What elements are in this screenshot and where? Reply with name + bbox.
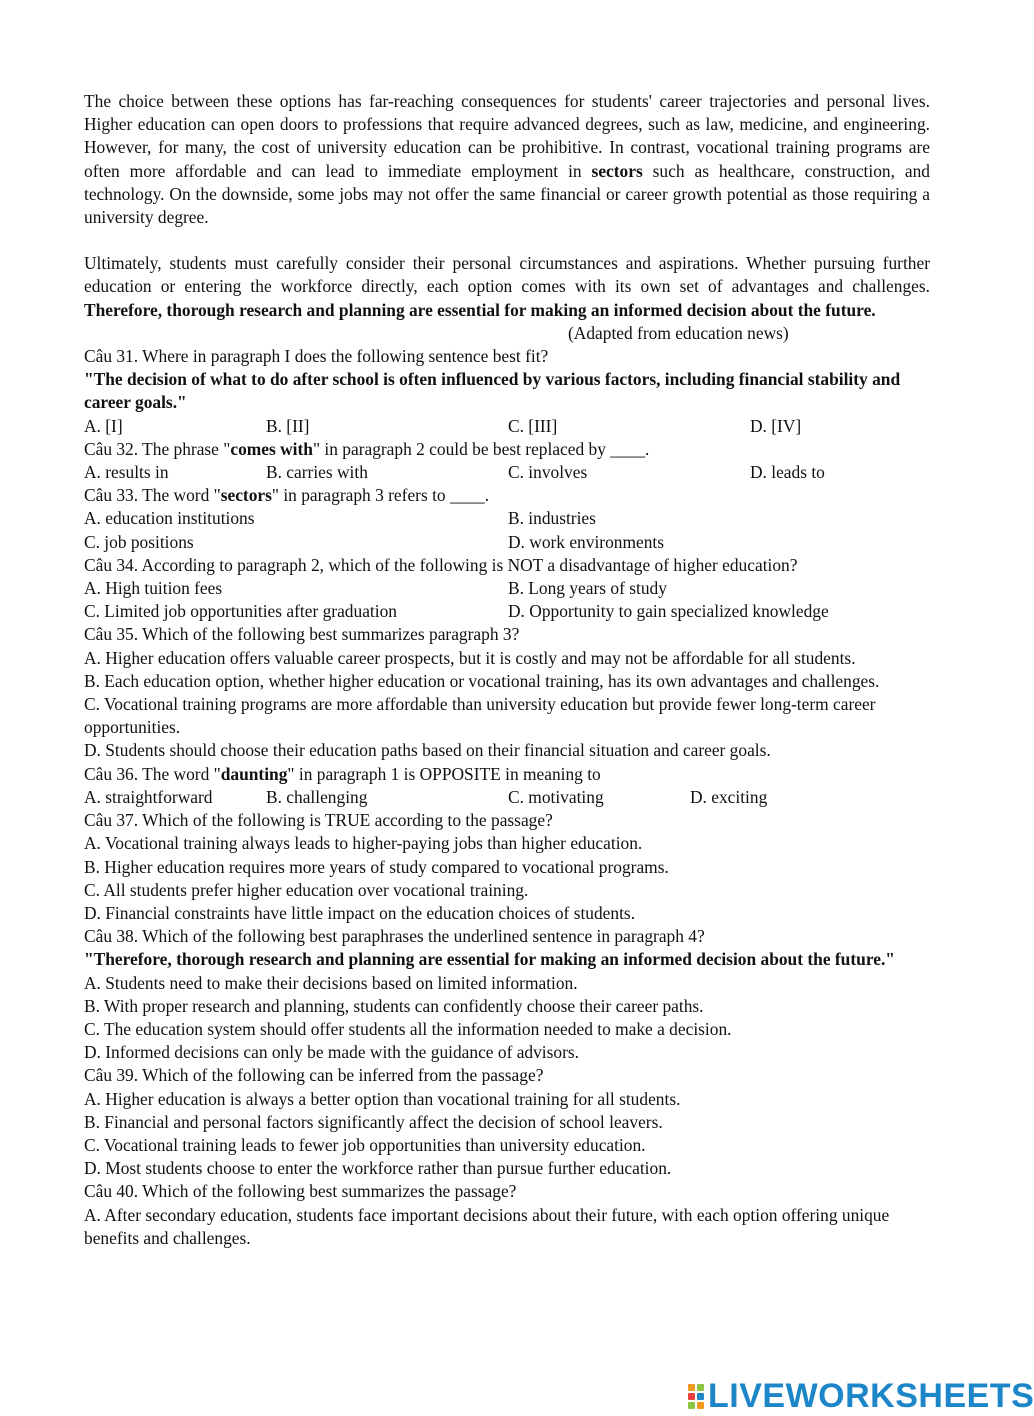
question-stem: Câu 40. Which of the following best summarizes the passage?	[84, 1181, 517, 1202]
source-citation: (Adapted from education news)	[568, 322, 789, 343]
question-37	[84, 809, 930, 925]
option-c[interactable]: C. Vocational training programs are more affordable than university education but provide fewer long-term career opportunities.	[84, 694, 876, 738]
option-a[interactable]: A. Higher education is always a better option than vocational training for all students.	[84, 1088, 681, 1109]
question-40	[84, 1180, 930, 1250]
option-c[interactable]: C. [III]	[508, 415, 558, 436]
option-a[interactable]: A. results in	[84, 462, 169, 483]
option-a[interactable]: A. straightforward	[84, 786, 213, 807]
option-d[interactable]: D. [IV]	[750, 415, 802, 436]
option-b[interactable]: B. Long years of study	[508, 578, 667, 599]
option-c[interactable]: C. job positions	[84, 531, 194, 552]
liveworksheets-logo-icon	[688, 1384, 704, 1409]
option-a[interactable]: A. Students need to make their decisions based on limited information.	[84, 972, 578, 993]
liveworksheets-logo	[688, 1376, 1034, 1416]
option-b[interactable]: B. [II]	[266, 415, 310, 436]
keyword-sectors: sectors	[591, 160, 643, 181]
option-d[interactable]: D. Students should choose their education paths based on their financial situation and career goals.	[84, 740, 771, 761]
option-b[interactable]: B. Each education option, whether higher education or vocational training, has its own advantages and challenges.	[84, 670, 880, 691]
question-stem: Câu 34. According to paragraph 2, which of the following is NOT a disadvantage of higher education?	[84, 554, 798, 575]
option-c[interactable]: C. The education system should offer students all the information needed to make a decision.	[84, 1018, 732, 1039]
option-b[interactable]: B. Financial and personal factors significantly affect the decision of school leavers.	[84, 1111, 663, 1132]
option-a[interactable]: A. Higher education offers valuable career prospects, but it is costly and may not be affordable for all students.	[84, 647, 856, 668]
option-a[interactable]: A. [I]	[84, 415, 123, 436]
question-33	[84, 484, 930, 554]
option-b[interactable]: B. Higher education requires more years of study compared to vocational programs.	[84, 856, 669, 877]
question-34	[84, 554, 930, 624]
option-c[interactable]: C. Limited job opportunities after graduation	[84, 601, 397, 622]
paragraph-4: Ultimately, students must carefully consider their personal circumstances and aspirations. Whether pursuing further education or entering the workforce directly, each option comes with its own set of advantages and challenges. Therefore, thorough research and planning are essential for making an informed decision about the future.	[84, 253, 930, 320]
option-d[interactable]: D. Opportunity to gain specialized knowledge	[508, 601, 829, 622]
option-d[interactable]: D. Informed decisions can only be made with the guidance of advisors.	[84, 1042, 580, 1063]
option-d[interactable]: D. Financial constraints have little impact on the education choices of students.	[84, 902, 636, 923]
question-38	[84, 925, 930, 1064]
liveworksheets-logo-text: LIVEWORKSHEETS	[708, 1376, 1034, 1415]
document-page	[84, 90, 930, 1250]
option-a[interactable]: A. education institutions	[84, 508, 255, 529]
option-a[interactable]: A. After secondary education, students face important decisions about their future, with each option offering unique benefits and challenges.	[84, 1204, 890, 1248]
question-36	[84, 763, 930, 809]
option-b[interactable]: B. industries	[508, 508, 596, 529]
question-31	[84, 345, 930, 438]
question-stem: Câu 39. Which of the following can be inferred from the passage?	[84, 1065, 544, 1086]
option-d[interactable]: D. leads to	[750, 462, 825, 483]
question-stem: Câu 31. Where in paragraph I does the following sentence best fit?	[84, 346, 549, 367]
question-quote: "The decision of what to do after school is often influenced by various factors, including financial stability and career goals."	[84, 369, 901, 413]
question-stem: Câu 37. Which of the following is TRUE according to the passage?	[84, 810, 553, 831]
option-c[interactable]: C. involves	[508, 462, 588, 483]
question-stem: Câu 33. The word "sectors" in paragraph 3 refers to ____.	[84, 485, 490, 506]
option-a[interactable]: A. High tuition fees	[84, 578, 223, 599]
option-d[interactable]: D. exciting	[690, 786, 768, 807]
question-stem: Câu 35. Which of the following best summarizes paragraph 3?	[84, 624, 520, 645]
option-c[interactable]: C. Vocational training leads to fewer job opportunities than university education.	[84, 1134, 646, 1155]
question-quote: "Therefore, thorough research and planning are essential for making an informed decision about the future."	[84, 949, 895, 970]
option-b[interactable]: B. challenging	[266, 786, 368, 807]
question-39	[84, 1064, 930, 1180]
option-c[interactable]: C. All students prefer higher education over vocational training.	[84, 879, 529, 900]
underlined-sentence: Therefore, thorough research and planning are essential for making an informed decision about the future.	[84, 299, 876, 320]
question-stem: Câu 38. Which of the following best paraphrases the underlined sentence in paragraph 4?	[84, 926, 705, 947]
option-d[interactable]: D. work environments	[508, 531, 665, 552]
question-stem: Câu 32. The phrase "comes with" in paragraph 2 could be best replaced by ____.	[84, 438, 650, 459]
question-35	[84, 623, 930, 762]
option-b[interactable]: B. With proper research and planning, students can confidently choose their career paths.	[84, 995, 704, 1016]
option-c[interactable]: C. motivating	[508, 786, 604, 807]
option-a[interactable]: A. Vocational training always leads to higher-paying jobs than higher education.	[84, 833, 643, 854]
question-stem: Câu 36. The word "daunting" in paragraph 1 is OPPOSITE in meaning to	[84, 763, 601, 784]
paragraph-3: The choice between these options has far-reaching consequences for students' career trajectories and personal lives. Higher education can open doors to professions that require advanced degrees, such as law, medicine, and engineering. However, for many, the cost of university education can be prohibitive. In contrast, vocational training programs are often more affordable and can lead to immediate employment in sectors such as healthcare, construction, and technology. On the downside, some jobs may not offer the same financial or career growth potential as those requiring a university degree.	[84, 91, 930, 228]
question-32	[84, 438, 930, 484]
option-b[interactable]: B. carries with	[266, 462, 368, 483]
option-d[interactable]: D. Most students choose to enter the workforce rather than pursue further education.	[84, 1158, 672, 1179]
